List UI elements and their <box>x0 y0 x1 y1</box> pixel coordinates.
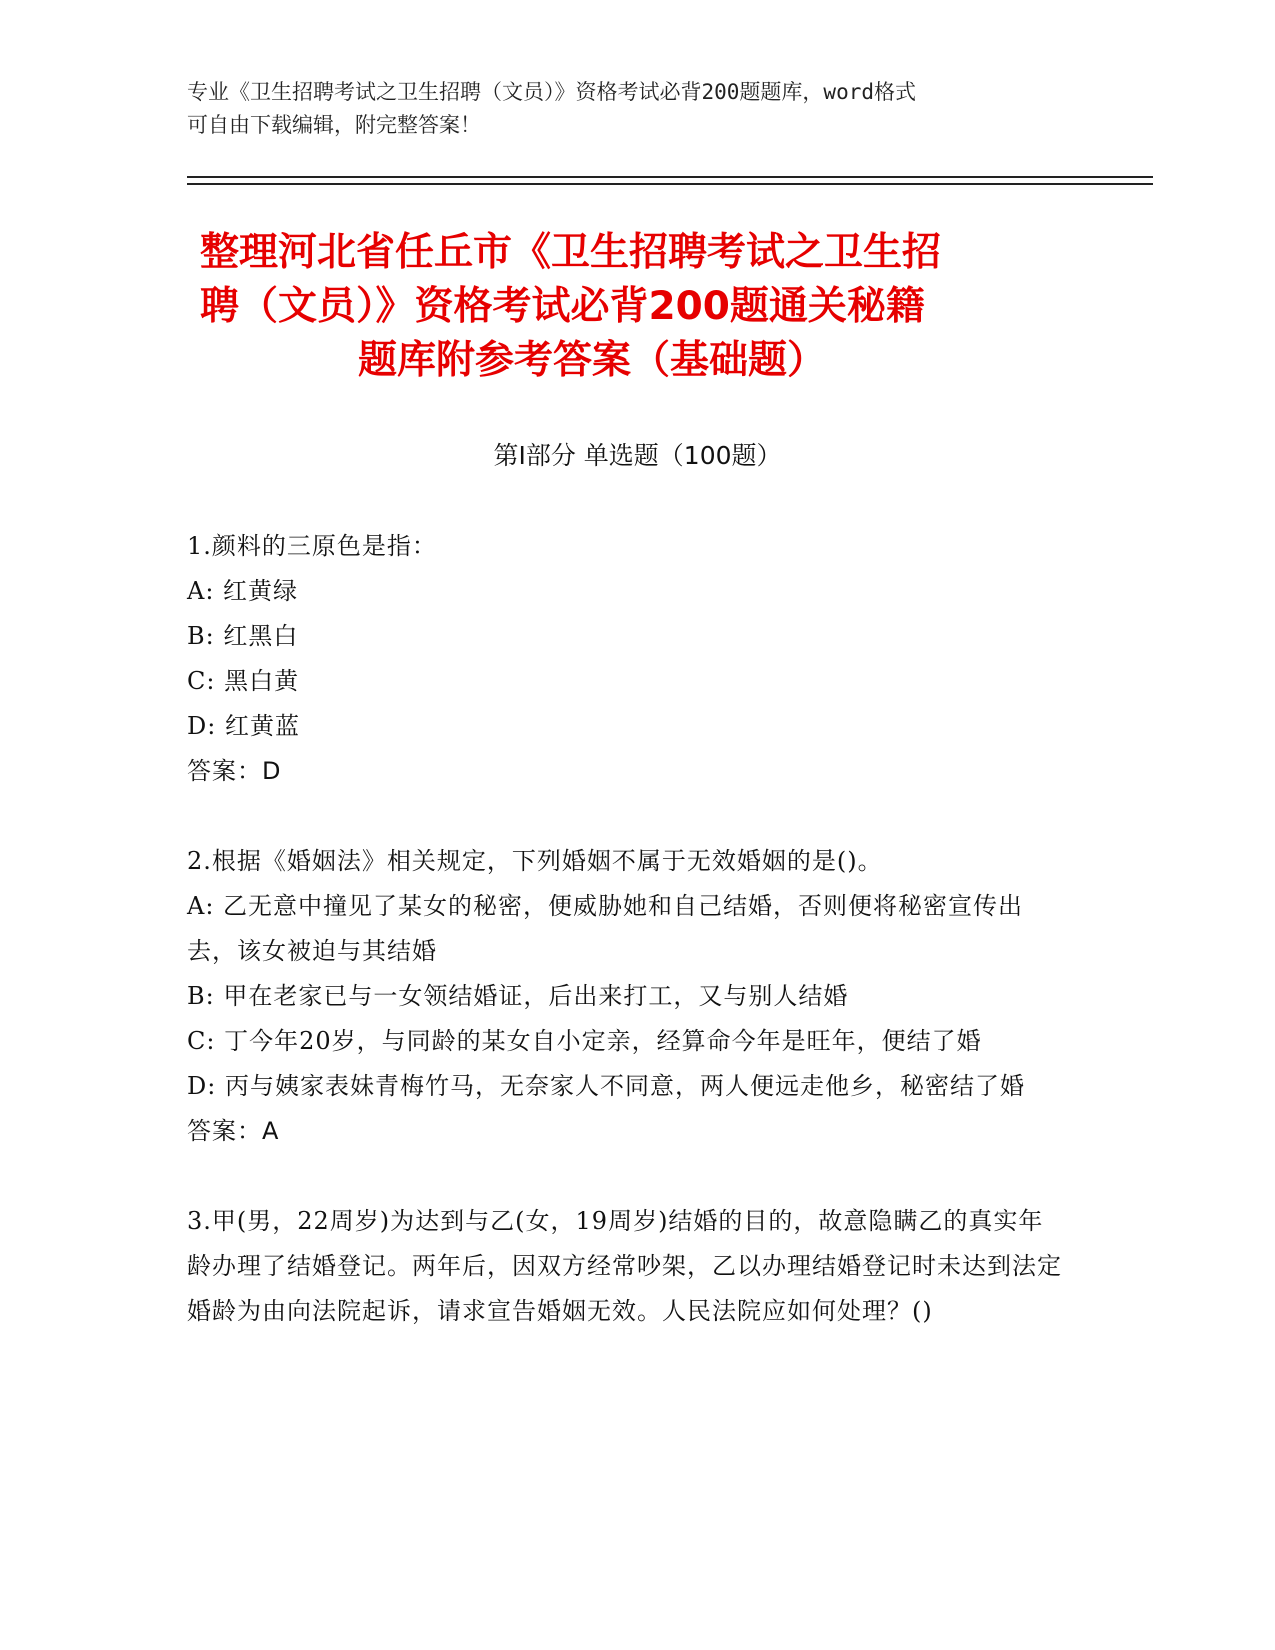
header-note <box>187 76 1067 142</box>
option-d: D: 红黄蓝 <box>187 712 300 740</box>
option-b: B: 红黑白 <box>187 622 299 650</box>
question-2 <box>187 839 1067 1154</box>
header-note-line-2: 可自由下载编辑，附完整答案！ <box>187 113 481 137</box>
question-list <box>187 524 1067 1379</box>
section-heading: 第Ⅰ部分 单选题（100题） <box>493 441 782 470</box>
option-c: C: 黑白黄 <box>187 667 300 695</box>
document-title <box>200 226 1080 388</box>
question-stem: 1.颜料的三原色是指： <box>187 532 437 560</box>
answer: 答案：A <box>187 1117 280 1145</box>
answer: 答案：D <box>187 757 282 785</box>
question-1 <box>187 524 1067 794</box>
question-3 <box>187 1199 1067 1334</box>
header-divider-top <box>187 176 1153 178</box>
title-line-1: 整理河北省任丘市《卫生招聘考试之卫生招 <box>200 230 942 275</box>
option-c: C: 丁今年20岁，与同龄的某女自小定亲，经算命今年是旺年，便结了婚 <box>187 1027 982 1055</box>
option-d: D: 丙与姨家表妹青梅竹马，无奈家人不同意，两人便远走他乡，秘密结了婚 <box>187 1072 1025 1100</box>
header-note-line-1: 专业《卫生招聘考试之卫生招聘（文员）》资格考试必背200题题库，word格式 <box>187 80 916 104</box>
option-a: A: 乙无意中撞见了某女的秘密，便威胁她和自己结婚，否则便将秘密宣传出去，该女被迫与其结婚 <box>187 892 1024 965</box>
option-a: A: 红黄绿 <box>187 577 299 605</box>
question-stem: 3.甲(男，22周岁)为达到与乙(女，19周岁)结婚的目的，故意隐瞒乙的真实年龄办理了结婚登记。两年后，因双方经常吵架，乙以办理结婚登记时未达到法定婚龄为由向法院起诉，请求宣告婚姻无效。人民法院应如何处理？() <box>187 1207 1062 1325</box>
title-line-3: 题库附参考答案（基础题） <box>358 338 827 383</box>
title-line-2: 聘（文员）》资格考试必背200题通关秘籍 <box>200 284 925 329</box>
option-b: B: 甲在老家已与一女领结婚证，后出来打工，又与别人结婚 <box>187 982 849 1010</box>
header-divider-bottom <box>187 183 1153 185</box>
question-stem: 2.根据《婚姻法》相关规定，下列婚姻不属于无效婚姻的是()。 <box>187 847 883 875</box>
